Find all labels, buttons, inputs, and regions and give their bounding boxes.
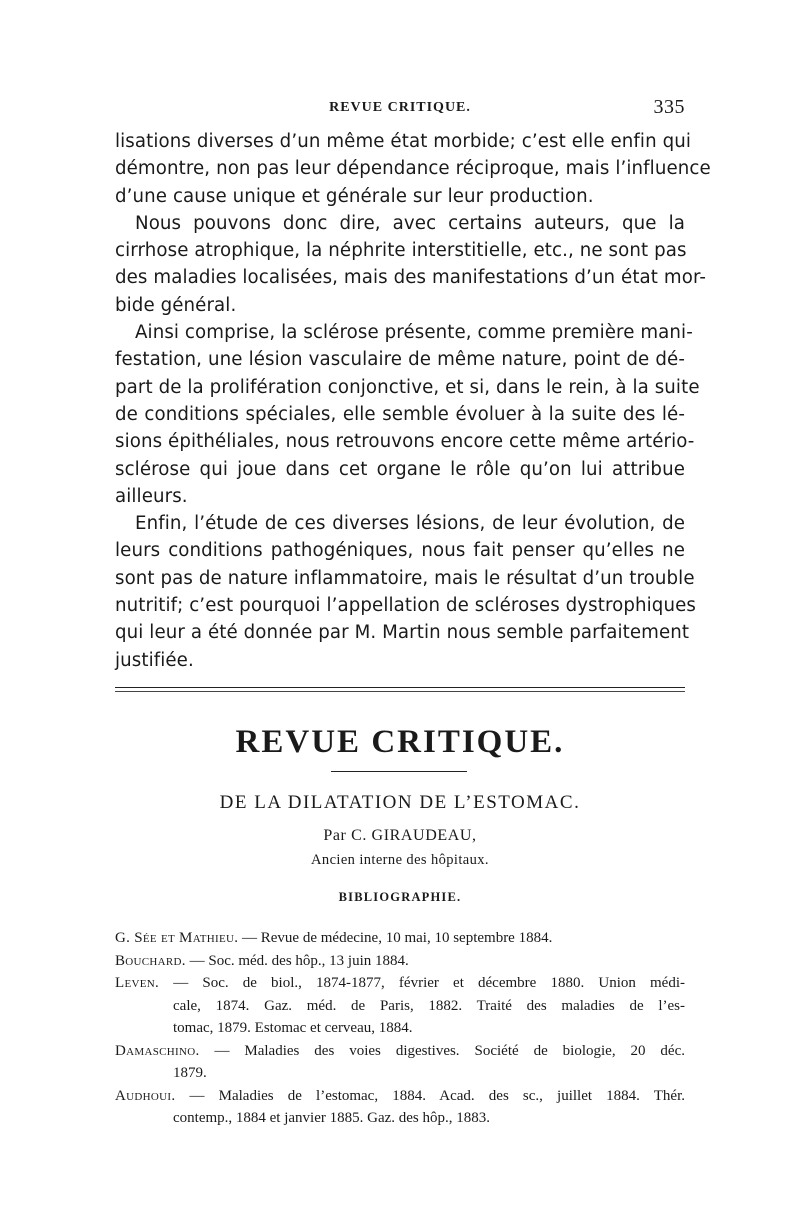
bibliography-text: contemp., 1884 et janvier 1885. Gaz. des hôp., 1883. — [173, 1110, 491, 1126]
bibliography-entry — [115, 950, 685, 973]
bibliography-entry — [115, 1085, 685, 1108]
body-line: de conditions spéciales, elle semble évoluer à la suite des lé- — [115, 403, 685, 425]
bibliography-list — [115, 927, 685, 1130]
bibliography-entry — [115, 927, 685, 950]
section-title: REVUE CRITIQUE. — [235, 724, 565, 760]
body-line: Enfin, l’étude de ces diverses lésions, de leur évolution, de — [135, 513, 685, 535]
bibliography-author: Leven. — [115, 975, 160, 991]
body-line: des maladies localisées, mais des manifestations d’un état mor- — [115, 267, 707, 289]
divider-line-thick — [115, 687, 685, 688]
body-line: sions épithéliales, nous retrouvons encore cette même artério- — [115, 431, 695, 453]
body-line: sclérose qui joue dans cet organe le rôle qu’on lui attribue — [115, 458, 685, 480]
bibliography-author: Audhoui. — [115, 1087, 176, 1104]
body-line: leurs conditions pathogéniques, nous fait penser qu’elles ne — [115, 540, 685, 562]
body-text — [115, 128, 711, 674]
body-line: sont pas de nature inflammatoire, mais le résultat d’un trouble — [115, 567, 695, 589]
body-line: démontre, non pas leur dépendance réciproque, mais l’influence — [115, 158, 711, 180]
body-line: Nous pouvons donc dire, avec certains auteurs, que la — [135, 212, 685, 234]
bibliography-text: — Maladies des voies digestives. Société de biologie, 20 déc. — [214, 1042, 686, 1059]
bibliography-text: cale, 1874. Gaz. méd. de Paris, 1882. Traité des maladies de l’es- — [173, 997, 685, 1014]
body-line: part de la prolifération conjonctive, et si, dans le rein, à la suite — [115, 376, 700, 398]
bibliography-entry — [115, 1040, 685, 1063]
body-line: lisations diverses d’un même état morbide; c’est elle enfin qui — [115, 131, 691, 152]
bibliography-author: Damaschino. — [115, 1042, 200, 1059]
body-line: bide général. — [115, 294, 237, 316]
bibliography-text: — Revue de médecine, 10 mai, 10 septembre 1884. — [242, 930, 553, 946]
bibliography-text: — Soc. de biol., 1874-1877, février et décembre 1880. Union médi- — [173, 975, 686, 991]
body-line: cirrhose atrophique, la néphrite interstitielle, etc., ne sont pas — [115, 240, 687, 262]
page-number: 335 — [653, 96, 685, 118]
body-line: festation, une lésion vasculaire de même nature, point de dé- — [115, 349, 685, 371]
title-rule — [331, 771, 467, 772]
divider-line-thin — [115, 691, 685, 692]
bibliography-heading: BIBLIOGRAPHIE. — [338, 890, 462, 904]
author-affiliation: Ancien interne des hôpitaux. — [311, 852, 489, 868]
bibliography-text: — Maladies de l’estomac, 1884. Acad. des sc., juillet 1884. Thér. — [189, 1087, 686, 1104]
bibliography-text: — Soc. méd. des hôp., 13 juin 1884. — [189, 952, 409, 969]
bibliography-author: G. Sée et Mathieu. — [115, 930, 239, 946]
body-line: justifiée. — [115, 649, 194, 671]
body-line: ailleurs. — [115, 485, 188, 507]
body-line: d’une cause unique et générale sur leur production. — [115, 185, 594, 207]
running-title: REVUE CRITIQUE. — [329, 100, 471, 115]
bibliography-entry — [115, 972, 685, 995]
bibliography-text: tomac, 1879. Estomac et cerveau, 1884. — [173, 1020, 413, 1036]
author-line: Par C. GIRAUDEAU, — [323, 827, 477, 844]
section-divider — [115, 687, 685, 692]
article-title: DE LA DILATATION DE L’ESTOMAC. — [219, 792, 581, 813]
body-line: Ainsi comprise, la sclérose présente, comme première mani- — [135, 322, 693, 344]
body-line: qui leur a été donnée par M. Martin nous semble parfaitement — [115, 622, 690, 644]
running-head — [115, 96, 685, 122]
bibliography-author: Bouchard. — [115, 952, 186, 969]
body-line: nutritif; c’est pourquoi l’appellation de scléroses dystrophiques — [115, 595, 696, 617]
bibliography-text: 1879. — [173, 1065, 207, 1081]
